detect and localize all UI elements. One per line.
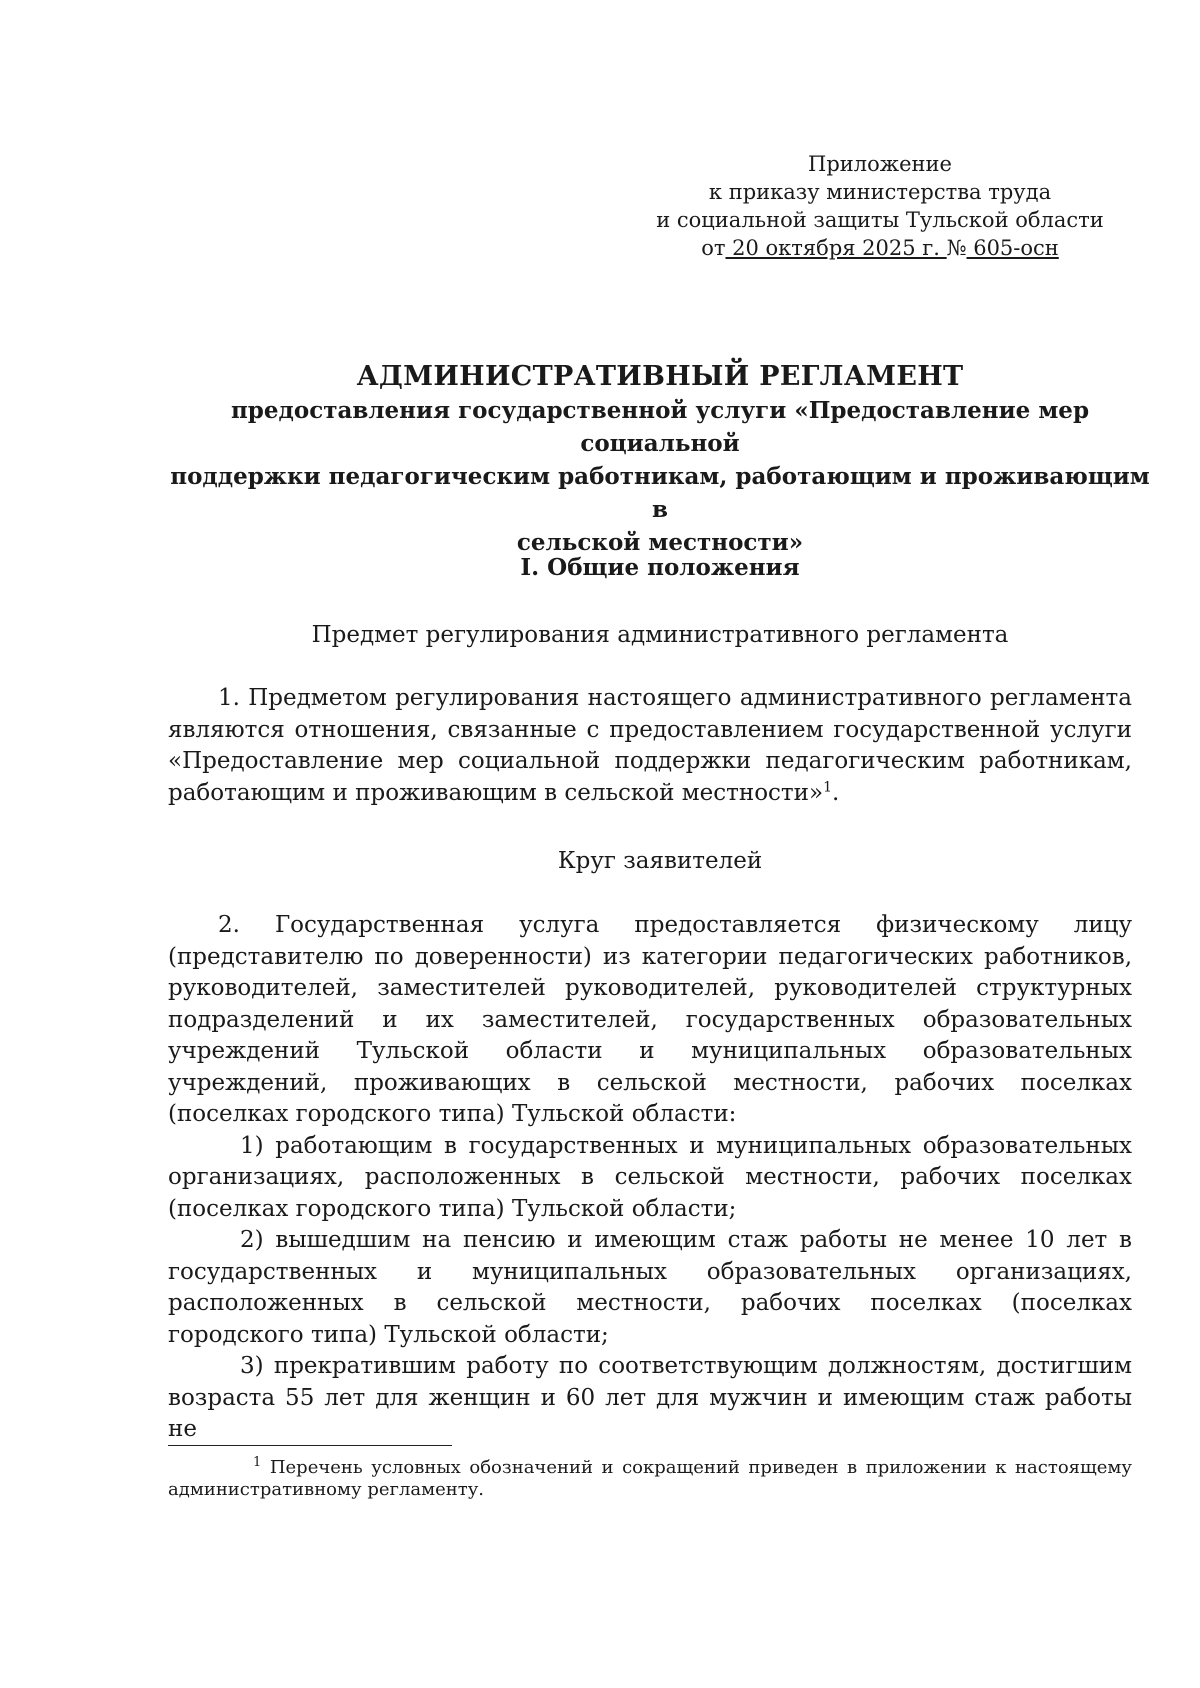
appendix-label: Приложение (808, 152, 952, 176)
title-sub-line-2: поддержки педагогическим работникам, работающим и проживающим в (170, 463, 1150, 523)
footnote-mark: 1 (253, 1455, 262, 1470)
appendix-order-line: к приказу министерства труда (708, 180, 1052, 204)
list-item-3: 3) прекратившим работу по соответствующим должностям, достигшим возраста 55 лет для женщин и 60 лет для мужчин и имеющим стаж работы не (168, 1353, 1132, 1442)
footnote-ref: 1 (823, 778, 832, 795)
title-sub-line-3: сельской местности» (516, 529, 804, 556)
paragraph-2 (168, 910, 1132, 1446)
footnote-divider (168, 1445, 452, 1446)
list-item-2: 2) вышедшим на пенсию и имеющим стаж работы не менее 10 лет в государственных и муниципальных образовательных организациях, расположенных в сельской местности, рабочих поселках (поселках городского типа) Тульской области; (168, 1227, 1132, 1348)
appendix-number: 605-осн (966, 236, 1059, 260)
paragraph-2-text: 2. Государственная услуга предоставляется физическому лицу (представителю по доверенности) из категории педагогических работников, руководителей, заместителей руководителей, руководителей структурных подразделений и их заместителей, государственных образовательных учреждений Тульской области и муниципальных образовательных учреждений, проживающих в сельской местности, рабочих поселках (поселках городского типа) Тульской области: (168, 912, 1132, 1127)
paragraph-1-text: 1. Предметом регулирования настоящего административного регламента являются отношения, связанные с предоставлением государственной услуги «Предоставление мер социальной поддержки педагогическим работникам, работающим и проживающим в сельской местности» (168, 685, 1132, 806)
appendix-date-line (640, 234, 1120, 262)
appendix-number-sign: № (946, 236, 967, 260)
title-main: АДМИНИСТРАТИВНЫЙ РЕГЛАМЕНТ (356, 361, 964, 392)
section-heading: I. Общие положения (520, 554, 800, 581)
appendix-date-prefix: от (701, 236, 726, 260)
subject-heading: Предмет регулирования административного регламента (311, 622, 1009, 648)
appendix-date: 20 октября 2025 г. (725, 236, 947, 260)
paragraph-1-end: . (831, 779, 840, 806)
applicants-heading: Круг заявителей (557, 848, 763, 874)
footnote-text: Перечень условных обозначений и сокращений приведен в приложении к настоящему административному регламенту. (168, 1457, 1132, 1500)
paragraph-1 (168, 683, 1132, 809)
title-sub-line-1: предоставления государственной услуги «Предоставление мер социальной (230, 397, 1090, 457)
footnote (168, 1457, 1132, 1501)
appendix-ministry-line: и социальной защиты Тульской области (656, 208, 1104, 232)
document-title (165, 360, 1155, 559)
list-item-1: 1) работающим в государственных и муниципальных образовательных организациях, расположенных в сельской местности, рабочих поселках (поселках городского типа) Тульской области; (168, 1132, 1132, 1222)
appendix-block (640, 150, 1120, 262)
